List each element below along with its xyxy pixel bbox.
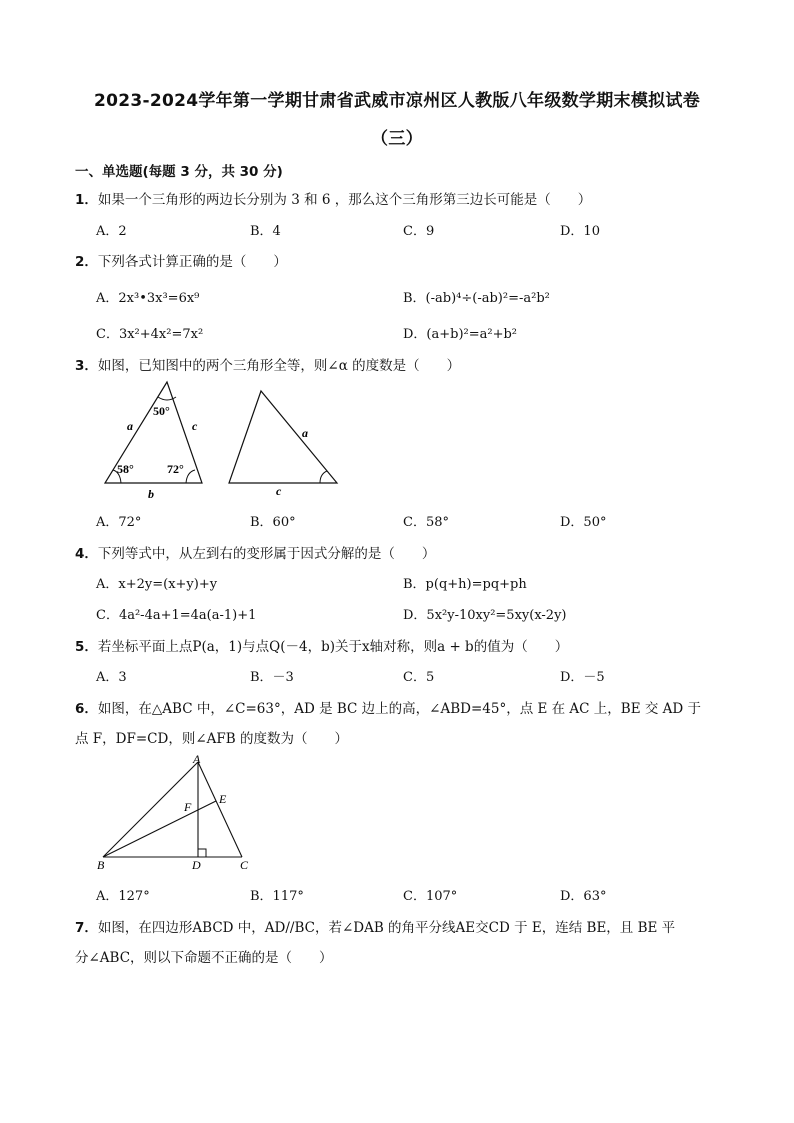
option-c[interactable]: C．4a²-4a+1=4a(a-1)+1 [96,608,257,623]
question-number: 6． [75,701,98,717]
question-text: 若坐标平面上点P(a，1)与点Q(－4，b)关于x轴对称，则a + b的值为（ ） [97,639,569,655]
option-a[interactable]: A．2 [96,224,127,239]
option-c[interactable]: C．5 [403,670,435,685]
question-7 [75,916,675,936]
option-b[interactable]: B．(-ab)⁴÷(-ab)²=-a²b² [403,291,550,306]
congruent-triangles-figure [95,375,355,500]
point-label-d: D [192,858,201,872]
option-c[interactable]: C．9 [403,224,435,239]
option-a[interactable]: A．3 [96,670,127,685]
question-6 [75,697,701,717]
option-d[interactable]: D．5x²y-10xy²=5xy(x-2y) [403,608,567,623]
option-d[interactable]: D．－5 [560,670,605,685]
triangle-abc-figure [95,752,260,874]
question-text: 下列等式中，从左到右的变形属于因式分解的是（ ） [97,546,436,562]
option-a[interactable]: A．x+2y=(x+y)+y [96,577,218,592]
point-label-b: B [97,858,105,872]
angle-label-right: 72° [167,462,184,476]
question-5 [75,635,568,655]
angle-label-top: 50° [153,404,170,418]
question-number: 2． [75,254,98,270]
angle-label-left: 58° [117,462,134,476]
option-d[interactable]: D．(a+b)²=a²+b² [403,327,518,342]
section-heading: 一、单选题(每题 3 分，共 30 分) [75,164,283,180]
point-label-a: A [193,752,201,766]
question-number: 5． [75,639,98,655]
option-c[interactable]: C．107° [403,889,458,904]
point-label-f: F [184,800,192,814]
side-label-a: a [127,419,133,433]
option-b[interactable]: B．－3 [250,670,294,685]
option-a[interactable]: A．127° [96,889,150,904]
option-a[interactable]: A．72° [96,515,142,530]
question-text: 如果一个三角形的两边长分别为 3 和 6 ，那么这个三角形第三边长可能是（ ） [97,192,592,208]
option-b[interactable]: B．117° [250,889,304,904]
side-label-b: b [148,487,154,500]
option-d[interactable]: D．50° [560,515,607,530]
question-7-continued: 分∠ABC，则以下命题不正确的是（ ） [75,950,333,966]
question-1 [75,188,591,208]
question-number: 3． [75,358,98,374]
option-c[interactable]: C．3x²+4x²=7x² [96,327,204,342]
question-number: 1． [75,192,98,208]
question-3 [75,354,460,374]
exam-title: 2023-2024学年第一学期甘肃省武威市凉州区人教版八年级数学期末模拟试卷 [93,91,701,111]
point-label-c: C [240,858,249,872]
question-text: 如图，在△ABC 中，∠C=63°，AD 是 BC 边上的高，∠ABD=45°，点 E 在 AC 上，BE 交 AD 于 [97,701,702,717]
side-label-a: a [302,426,308,440]
question-4 [75,542,435,562]
exam-title-subtitle: （三） [371,129,423,149]
question-text: 如图，在四边形ABCD 中，AD//BC，若∠DAB 的角平分线AE交CD 于 E，连结 BE，且 BE 平 [97,920,676,936]
option-d[interactable]: D．10 [560,224,600,239]
option-b[interactable]: B．4 [250,224,281,239]
option-c[interactable]: C．58° [403,515,449,530]
option-a[interactable]: A．2x³•3x³=6x⁹ [96,291,200,306]
option-b[interactable]: B．p(q+h)=pq+ph [403,577,527,592]
side-label-c: c [276,484,282,498]
question-text: 下列各式计算正确的是（ ） [97,254,287,270]
option-b[interactable]: B．60° [250,515,296,530]
question-text: 如图，已知图中的两个三角形全等，则∠α 的度数是（ ） [97,358,461,374]
side-label-c: c [192,419,198,433]
question-number: 4． [75,546,98,562]
question-6-continued: 点 F，DF=CD，则∠AFB 的度数为（ ） [75,731,348,747]
point-label-e: E [219,792,227,806]
question-number: 7． [75,920,98,936]
question-2 [75,250,287,270]
option-d[interactable]: D．63° [560,889,607,904]
